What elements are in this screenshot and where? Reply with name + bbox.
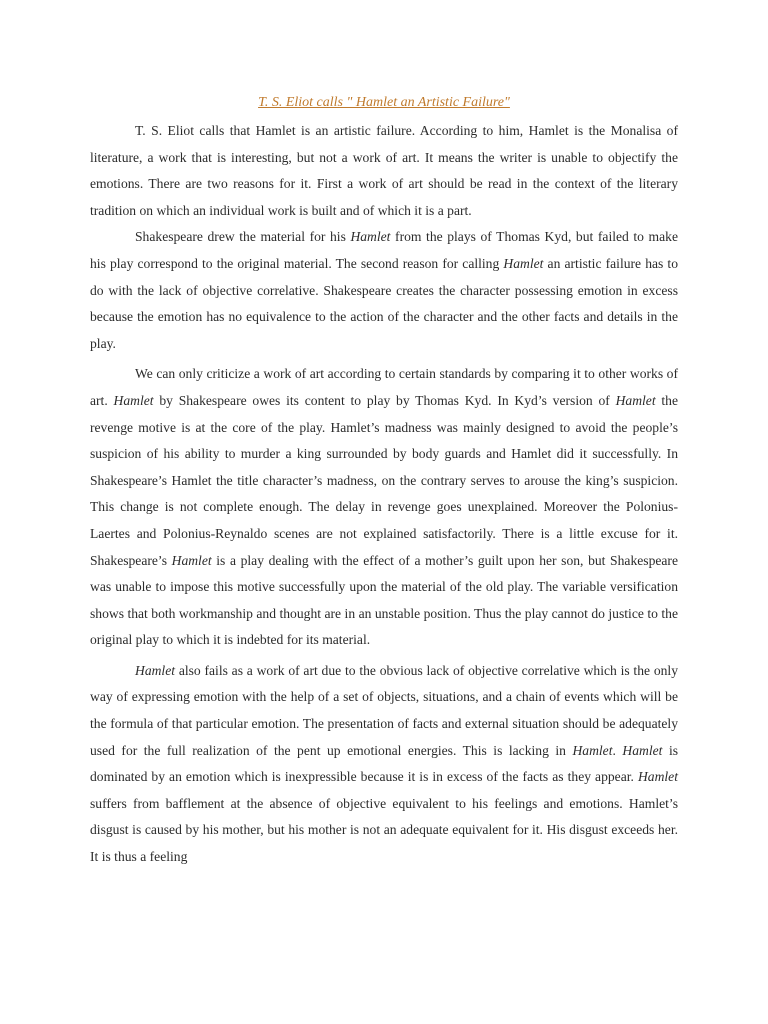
paragraph-text: from the plays of Thomas Kyd, but failed to make his play correspond to the original material. The second reason for calling	[90, 229, 678, 271]
document-title: T. S. Eliot calls " Hamlet an Artistic Failure"	[258, 95, 510, 110]
paragraph-text: We can only criticize a work of art according to certain standards by comparing it to other works of art.	[90, 366, 678, 408]
italic-title-hamlet: Hamlet	[637, 769, 678, 785]
paragraph-text: an artistic failure has to do with the lack of objective correlative. Shakespeare creates the character possessing emotion in excess because the emotion has no equivalence to the action of the character and the other facts and details in the play.	[90, 255, 679, 351]
paragraph-4	[90, 658, 678, 871]
italic-title-hamlet: Hamlet	[135, 662, 176, 678]
paragraph-text: suffers from bafflement at the absence of objective equivalent to his feelings and emotions. Hamlet’s disgust is caused by his mother, but his mother is not an adequate equivalent for it. His disgust exceeds her. It is thus a feeling	[90, 795, 678, 865]
paragraph-text: the revenge motive is at the core of the play. Hamlet’s madness was mainly designed to avoid the people’s suspicion of his ability to murder a king surrounded by body guards and Hamlet did it successfully. In Shakespeare’s Hamlet the title character’s madness, on the contrary serves to arouse the king’s suspicion. This change is not complete enough. The delay in revenge goes unexplained. Moreover the Polonius-Laertes and Polonius-Reynaldo scenes are not explained satisfactorily. There is a little excuse for it. Shakespeare’s	[90, 392, 678, 568]
paragraph-text: Shakespeare drew the material for his	[135, 229, 351, 245]
paragraph-1	[90, 118, 678, 224]
paragraph-text: T. S. Eliot calls that Hamlet is an artistic failure. According to him, Hamlet is the Monalisa of literature, a work that is interesting, but not a work of art. It means the writer is unable to objectify the emotions. There are two reasons for it. First a work of art should be read in the context of the literary tradition on which an individual work is built and of which it is a part.	[90, 123, 678, 218]
italic-title-hamlet: Hamlet	[572, 742, 613, 758]
italic-title-hamlet: Hamlet	[615, 392, 656, 408]
italic-title-hamlet: Hamlet	[171, 552, 212, 568]
italic-title-hamlet: Hamlet	[350, 229, 391, 245]
paragraph-2	[90, 224, 678, 357]
paragraph-text: is a play dealing with the effect of a mother’s guilt upon her son, but Shakespeare was unable to impose this motive successfully upon the material of the old play. The variable versification shows that both workmanship and thought are in an unstable position. Thus the play cannot do justice to the original play to which it is indebted for its material.	[90, 552, 678, 648]
italic-title-hamlet: Hamlet	[503, 255, 544, 271]
document-body	[90, 94, 678, 871]
italic-title-hamlet: Hamlet	[113, 392, 154, 408]
paragraph-3	[90, 361, 678, 654]
italic-title-hamlet: Hamlet	[622, 742, 663, 758]
paragraph-text: is dominated by an emotion which is inexpressible because it is in excess of the facts as they appear.	[90, 742, 679, 785]
paragraph-text: .	[612, 742, 623, 758]
paragraph-text: also fails as a work of art due to the obvious lack of objective correlative which is the only way of expressing emotion with the help of a set of objects, situations, and a chain of events which will be the formula of that particular emotion. The presentation of facts and external situation should be adequately used for the full realization of the pent up emotional energies. This is lacking in	[90, 662, 678, 758]
paragraph-text: by Shakespeare owes its content to play by Thomas Kyd. In Kyd’s version of	[153, 392, 616, 408]
